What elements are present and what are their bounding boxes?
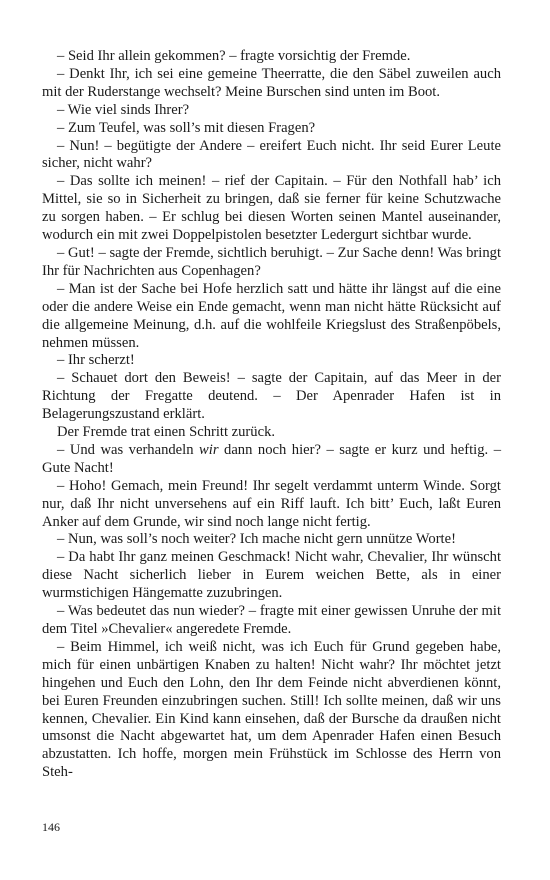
paragraph-14: – Nun, was soll’s noch weiter? Ich mache nicht gern unnütze Worte!: [57, 531, 456, 548]
paragraph-12-before: – Und was verhandeln: [57, 441, 200, 458]
paragraph-12-after: dann noch hier? – sagte er kurz und heftig. – Gute Nacht!: [42, 441, 501, 476]
paragraph-16: – Was bedeutet das nun wieder? – fragte mit einer gewissen Unruhe der mit dem Titel »Chevalier« angeredete Fremde.: [42, 603, 501, 637]
paragraph-4: – Zum Teufel, was soll’s mit diesen Fragen?: [57, 119, 316, 136]
paragraph-10: – Schauet dort den Beweis! – sagte der Capitain, auf das Meer in der Richtung der Fregatte deutend. – Der Apenrader Hafen ist in Belagerungszustand erklärt.: [42, 370, 501, 423]
paragraph-1: – Seid Ihr allein gekommen? – fragte vorsichtig der Fremde.: [57, 48, 411, 64]
paragraph-8: – Man ist der Sache bei Hofe herzlich satt und hätte ihr längst auf die eine oder die andere Weise ein Ende gemacht, wenn man nicht hätte Rücksicht auf die allgemeine Meinung, d.h. auf die wohlfeile Kriegslust des Straßenpöbels, nehmen müssen.: [42, 280, 501, 351]
book-page: [42, 48, 501, 782]
paragraph-12-emphasis: wir: [199, 441, 219, 458]
paragraph-6: – Das sollte ich meinen! – rief der Capitain. – Für den Nothfall hab’ ich Mittel, sie so in Sicherheit zu bringen, daß sie ferner für keine Schutzwache zu sorgen haben. – Er schlug bei diesen Worten seinen Mantel auseinander, wodurch ein mit zwei Doppelpistolen besetzter Ledergurt sichtbar wurde.: [42, 173, 501, 244]
paragraph-13: – Hoho! Gemach, mein Freund! Ihr segelt verdammt unterm Winde. Sorgt nur, daß Ihr nicht unversehens auf ein Riff lauft. Ich bitt’ Euch, laßt Euren Anker auf dem Grunde, wir sind noch lange nicht fertig.: [42, 477, 501, 530]
paragraph-5: – Nun! – begütigte der Andere – ereifert Euch nicht. Ihr seid Eurer Leute sicher, nicht wahr?: [42, 137, 501, 172]
paragraph-2: – Denkt Ihr, ich sei eine gemeine Theerratte, die den Säbel zuweilen auch mit der Ruderstange wechselt? Meine Burschen sind unten im Boot.: [42, 65, 501, 100]
paragraph-9: – Ihr scherzt!: [57, 352, 135, 369]
paragraph-7: – Gut! – sagte der Fremde, sichtlich beruhigt. – Zur Sache denn! Was bringt Ihr für Nachrichten aus Copenhagen?: [42, 244, 501, 279]
paragraph-3: – Wie viel sinds Ihrer?: [57, 101, 190, 118]
page-number: 146: [42, 820, 60, 834]
paragraph-15: – Da habt Ihr ganz meinen Geschmack! Nicht wahr, Chevalier, Ihr wünscht diese Nacht sicherlich lieber in Eurem weichen Bette, als in einer wurmstichigen Hängematte zuzubringen.: [42, 549, 501, 602]
paragraph-12: [42, 442, 501, 478]
paragraph-11: Der Fremde trat einen Schritt zurück.: [57, 424, 276, 441]
paragraph-17: – Beim Himmel, ich weiß nicht, was ich Euch für Grund gegeben habe, mich für einen unbärtigen Knaben zu halten! Nicht wahr? Ihr möchtet jetzt hingehen und Euch den Lohn, den Ihr dem Feinde nicht abverdienen könnt, bei Euren Freunden einzubringen suchen. Still! Ich sollte meinen, daß wir uns kennen, Chevalier. Ein Kind kann einsehen, daß der Bursche da draußen nicht umsonst die Nacht abgewartet hat, um dem Apenrader Hafen einen Besuch abzustatten. Ich hoffe, morgen mein Frühstück im Schlosse des Herrn von Steh-: [42, 638, 501, 781]
